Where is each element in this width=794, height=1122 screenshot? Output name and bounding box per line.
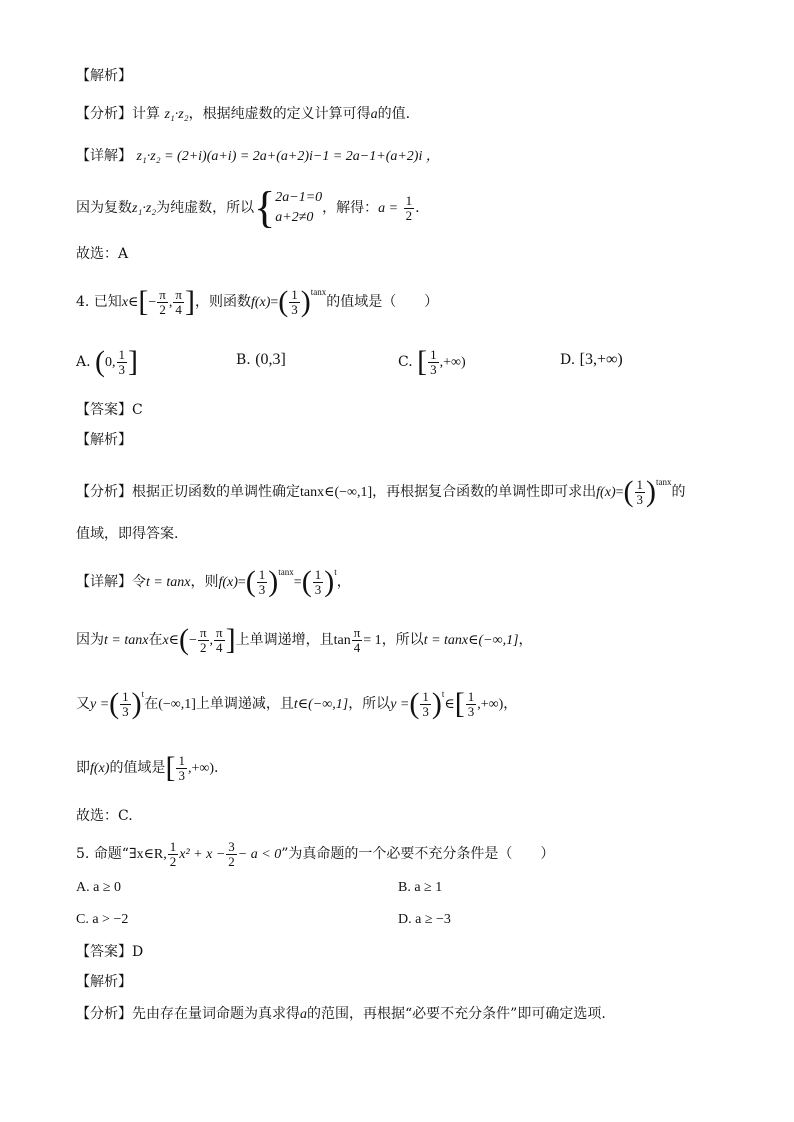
comma: ， bbox=[503, 696, 518, 712]
option-value: ,+∞) bbox=[439, 355, 466, 370]
frac-den: 3 bbox=[422, 703, 429, 719]
frac-num: 1 bbox=[636, 476, 644, 492]
option-label: A. bbox=[76, 354, 91, 370]
sys-eq-1: 2a−1=0 bbox=[275, 190, 323, 205]
frac-num: 3 bbox=[228, 838, 235, 854]
frac-den: 3 bbox=[118, 361, 126, 377]
xj-b: ，则 bbox=[190, 574, 219, 590]
frac-num: π bbox=[175, 286, 182, 302]
q5-option-b: B. a ≥ 1 bbox=[398, 880, 443, 895]
fenxi-text-b: ，根据纯虚数的定义计算可得 bbox=[188, 106, 371, 122]
q5-expr-a: ∃x∈R, bbox=[128, 847, 167, 862]
q4-option-d bbox=[560, 350, 623, 370]
option-label: D. bbox=[560, 352, 576, 368]
fenxi-var: a bbox=[300, 1007, 307, 1022]
l3-y: y = bbox=[90, 697, 110, 712]
pi-over-4 bbox=[352, 626, 363, 655]
xiangjie-line-1 bbox=[76, 146, 440, 167]
left-brace: { bbox=[254, 183, 276, 232]
q4-option-b bbox=[236, 350, 286, 370]
q4-guxuan: 故选：C. bbox=[76, 808, 133, 824]
q4-xiangjie-3: 又y =( $\frac{1}{3}$ )$^t$在(−∞,1]上单调递减，且t∈(−∞,1]，所以y =( $\frac{1}{3}$ )$^t$∈[ $\frac{1}{3}$ ,+∞)， bbox=[76, 687, 518, 720]
q4-eq: = bbox=[237, 575, 246, 590]
x-in: x∈ bbox=[162, 633, 180, 648]
frac-num: 1 bbox=[169, 838, 177, 854]
q5-expr-c: − a < 0 bbox=[237, 847, 282, 862]
q4-fx: f(x) bbox=[90, 761, 110, 776]
xj-t: t = tanx bbox=[104, 633, 149, 648]
because-a: 因为复数 bbox=[76, 200, 132, 216]
exponent-tanx: tanx bbox=[656, 477, 672, 487]
option-label: B. bbox=[236, 352, 251, 368]
q4-fenxi: 【分析】根据正切函数的单调性确定tanx∈(−∞,1]，再根据复合函数的单调性即可求出f(x)=( $\frac{1}{3}$ )$^{tanx}$的 bbox=[76, 475, 686, 508]
xiangjie-expr: z₁·z₂ = (2+i)(a+i) = 2a+(a+2)i−1 = 2a−1+(a+2)i ， bbox=[136, 149, 440, 164]
pi-over-4 bbox=[214, 626, 225, 655]
option-label: C. bbox=[398, 354, 413, 370]
exponent-t: t bbox=[441, 689, 445, 699]
frac-num: 1 bbox=[178, 752, 185, 768]
q5-option-d: D. a ≥ −3 bbox=[398, 912, 451, 927]
fenxi-tag: 【分析】 bbox=[76, 106, 132, 122]
q4-eq: = bbox=[270, 295, 279, 310]
fenxi-b: ，再根据复合函数的单调性即可求出 bbox=[372, 484, 597, 500]
q4-xiangjie-4: 即f(x)的值域是[ $\frac{1}{3}$ ,+∞). bbox=[76, 751, 219, 784]
fenxi-b: 的范围，再根据“必要不充分条件”即可确定选项. bbox=[307, 1006, 606, 1022]
because-expr: z₁·z₂ bbox=[132, 201, 157, 216]
q4-xiangjie-1: 【详解】令t = tanx，则f(x)=( $\frac{1}{3}$ )$^{tanx}$=( $\frac{1}{3}$ )$^t$， bbox=[76, 565, 351, 598]
jiexi-heading-1: 【解析】 bbox=[76, 68, 132, 84]
frac-den: 3 bbox=[178, 767, 185, 783]
frac-num: π bbox=[216, 624, 223, 640]
q4-stem: 4. 已知x∈[− $\frac{\pi}{2}$ , $\frac{\pi}{4}$ ]，则函数f(x)=( $\frac{1}{3}$ )$^{tanx}$的值域是（ ） bbox=[76, 285, 439, 318]
frac-den: 3 bbox=[291, 301, 298, 317]
frac-num: π bbox=[353, 624, 361, 640]
frac-den: 2 bbox=[199, 639, 207, 655]
one-third bbox=[635, 478, 646, 507]
l2-c: 上单调递增，且 bbox=[235, 632, 334, 648]
exponent-t: t bbox=[141, 689, 145, 699]
solution-lhs: a = bbox=[378, 201, 399, 216]
xiangjie-tag: 【详解】 bbox=[76, 148, 132, 164]
frac-num: 1 bbox=[405, 192, 413, 208]
q4-stem-a: 4. 已知 bbox=[76, 294, 122, 310]
paren-right: ) bbox=[300, 285, 311, 318]
q4-option-a: A. (0, $\frac{1}{3}$ ] bbox=[76, 345, 139, 378]
q5-answer: 【答案】D bbox=[76, 944, 144, 960]
frac-num: 1 bbox=[122, 688, 129, 704]
xj-t: t = tanx bbox=[146, 575, 191, 590]
one-third bbox=[120, 690, 131, 719]
l2-a: 因为 bbox=[76, 632, 104, 648]
one-third bbox=[289, 288, 300, 317]
one-third bbox=[428, 348, 439, 377]
frac-den: 2 bbox=[169, 853, 177, 869]
q4-eq: = bbox=[615, 485, 624, 500]
fenxi-var: a bbox=[370, 107, 378, 122]
frac-den: 2 bbox=[159, 301, 166, 317]
l3-in: ∈ bbox=[444, 697, 455, 712]
option-value: (0,3] bbox=[255, 351, 286, 368]
l2-e: ，所以 bbox=[381, 632, 424, 648]
because-b: 为纯虚数，所以 bbox=[156, 200, 255, 216]
frac-den: 3 bbox=[430, 361, 437, 377]
sys-eq-2: a+2≠0 bbox=[275, 210, 314, 225]
q5-jiexi: 【解析】 bbox=[76, 974, 132, 990]
q4-eq: = bbox=[293, 575, 302, 590]
q4-stem-b: ，则函数 bbox=[194, 294, 251, 310]
frac-num: 1 bbox=[291, 286, 298, 302]
frac-num: π bbox=[199, 624, 207, 640]
frac-den: 4 bbox=[216, 639, 223, 655]
option-value: [3,+∞) bbox=[579, 351, 623, 368]
q5-fenxi bbox=[76, 1004, 606, 1025]
fenxi-text-c: 的值. bbox=[377, 106, 411, 122]
l4-a: 即 bbox=[76, 760, 90, 776]
neg-pi-over-2 bbox=[157, 288, 168, 317]
q5-stem-a: 5. 命题“ bbox=[76, 846, 129, 862]
one-third bbox=[257, 568, 268, 597]
one-half bbox=[168, 840, 179, 869]
l3-t: t∈(−∞,1] bbox=[293, 697, 349, 712]
exponent-tanx: tanx bbox=[310, 287, 327, 297]
q4-answer: 【答案】C bbox=[76, 402, 143, 418]
l2-tan: tan bbox=[333, 633, 351, 648]
fenxi-expr: z₁·z₂ bbox=[164, 107, 189, 122]
xj-a: 【详解】令 bbox=[76, 574, 146, 590]
one-third bbox=[176, 754, 187, 783]
frac-den: 3 bbox=[258, 581, 266, 597]
one-third bbox=[117, 348, 128, 377]
three-halves bbox=[226, 840, 237, 869]
frac-den: 2 bbox=[228, 853, 235, 869]
frac-num: 1 bbox=[430, 346, 437, 362]
because-line bbox=[76, 183, 420, 232]
q4-stem-var: x∈ bbox=[121, 295, 139, 310]
frac-num: 1 bbox=[422, 688, 429, 704]
frac-den: 4 bbox=[175, 301, 182, 317]
q4-fx: f(x) bbox=[596, 485, 616, 500]
because-c: ，解得： bbox=[322, 200, 379, 216]
paren-left: ( bbox=[278, 285, 289, 318]
l3-b: 在 bbox=[144, 696, 159, 712]
frac-den: 3 bbox=[314, 581, 322, 597]
frac-num: 1 bbox=[258, 566, 266, 582]
l3-y: y = bbox=[390, 697, 410, 712]
q4-stem-c: 的值域是（ ） bbox=[326, 294, 439, 310]
l2-b: 在 bbox=[148, 632, 163, 648]
q4-fenxi-cont: 值域，即得答案. bbox=[76, 526, 179, 542]
range-tail: ,+∞) bbox=[187, 761, 214, 776]
fenxi-text-a: 计算 bbox=[132, 106, 160, 122]
comma: ， bbox=[336, 574, 351, 590]
q5-option-a: A. a ≥ 0 bbox=[76, 880, 122, 895]
l3-a: 又 bbox=[76, 696, 90, 712]
frac-num: 1 bbox=[118, 346, 126, 362]
range-tail: ,+∞) bbox=[477, 697, 504, 712]
q4-fx: f(x) bbox=[218, 575, 238, 590]
frac-num: 1 bbox=[467, 688, 475, 704]
guxuan-1: 故选：A bbox=[76, 246, 129, 262]
exponent-t: t bbox=[334, 567, 337, 577]
fenxi-a: 【分析】根据正切函数的单调性确定 bbox=[76, 484, 300, 500]
l3-int: (−∞,1] bbox=[158, 697, 196, 712]
frac-num: 1 bbox=[314, 566, 322, 582]
bracket-right: ] bbox=[184, 285, 195, 318]
l3-c: 上单调递减，且 bbox=[195, 696, 294, 712]
l4-b: 的值域是 bbox=[109, 760, 166, 776]
equation-system bbox=[275, 188, 322, 228]
q5-stem bbox=[76, 836, 554, 873]
q5-expr-b: x² + x − bbox=[179, 847, 226, 862]
q5-option-c: C. a > −2 bbox=[76, 912, 129, 927]
fenxi-expr: tanx∈(−∞,1] bbox=[300, 485, 373, 500]
fenxi-c: 的 bbox=[671, 484, 686, 500]
frac-den: 3 bbox=[122, 703, 129, 719]
one-third bbox=[313, 568, 324, 597]
q4-option-c: C. [ $\frac{1}{3}$ ,+∞) bbox=[398, 345, 466, 378]
one-third bbox=[420, 690, 431, 719]
l2-d: = 1 bbox=[363, 633, 382, 648]
one-third bbox=[466, 690, 477, 719]
q4-xiangjie-2: 因为t = tanx在x∈(− $\frac{\pi}{2}$ , $\frac{\pi}{4}$ ]上单调递增，且tan $\frac{\pi}{4}$ = 1，所以t = tanx∈(−∞,1]， bbox=[76, 623, 533, 656]
frac-den: 2 bbox=[405, 207, 413, 223]
q5-stem-b: ”为真命题的一个必要不充分条件是（ ） bbox=[281, 846, 555, 862]
pi-over-4 bbox=[173, 288, 184, 317]
bracket-left: [ bbox=[138, 285, 149, 318]
frac-den: 3 bbox=[636, 491, 644, 507]
q4-fx: f(x) bbox=[250, 295, 271, 310]
fenxi-line-1 bbox=[76, 104, 410, 125]
solution-fraction bbox=[404, 194, 415, 223]
exponent-tanx: tanx bbox=[278, 567, 294, 577]
frac-den: 3 bbox=[467, 703, 475, 719]
comma: ， bbox=[518, 632, 533, 648]
l2-f: t = tanx∈(−∞,1] bbox=[423, 633, 519, 648]
solution-end: . bbox=[415, 200, 420, 216]
neg-pi-over-2 bbox=[198, 626, 209, 655]
frac-num: π bbox=[159, 286, 166, 302]
frac-den: 4 bbox=[353, 639, 361, 655]
q4-jiexi: 【解析】 bbox=[76, 432, 132, 448]
fenxi-a: 【分析】先由存在量词命题为真求得 bbox=[76, 1006, 300, 1022]
l3-d: ，所以 bbox=[348, 696, 391, 712]
